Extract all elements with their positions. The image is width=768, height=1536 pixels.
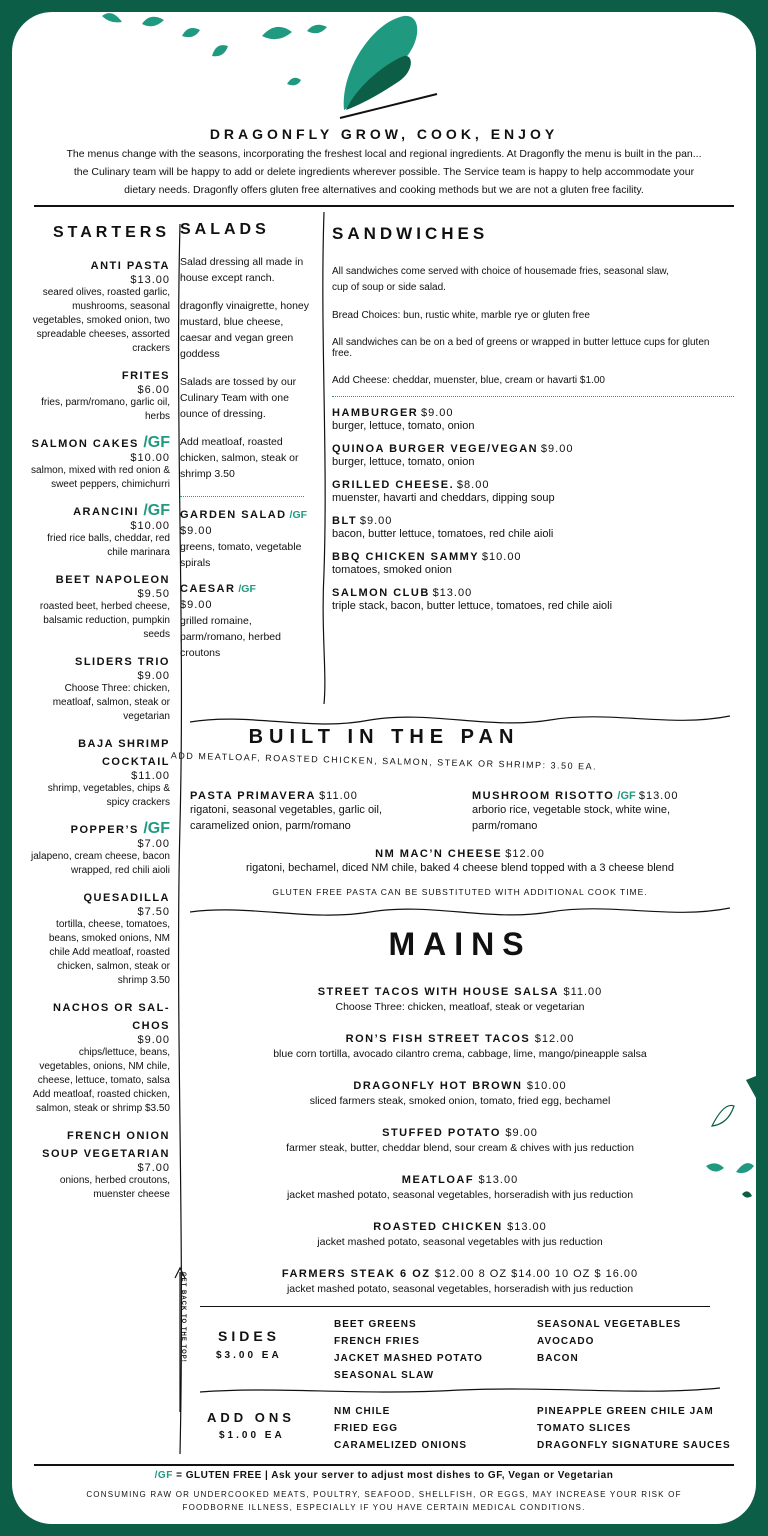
starter-desc: fries, parm/romano, garlic oil, herbs <box>41 397 170 422</box>
starter-name: ANTI PASTA <box>90 260 170 272</box>
sandwiches-heading: SANDWICHES <box>332 224 489 243</box>
sandwich-item <box>332 551 732 577</box>
starter-name: BAJA SHRIMP COCKTAIL <box>78 738 170 768</box>
sandwich-desc: tomatoes, smoked onion <box>332 564 452 576</box>
sandwich-name: GRILLED CHEESE. <box>332 479 455 491</box>
intro-line: The menus change with the seasons, incorporating the freshest local and regional ingredients. At Dragonfly the menu is built in the pan... <box>66 148 702 160</box>
starter-price: $9.00 <box>137 670 170 682</box>
gf-tag: /GF <box>143 434 170 451</box>
dragonfly-logo-icon <box>332 12 442 132</box>
main-name: FARMERS STEAK 6 OZ <box>281 1268 431 1280</box>
sandwiches-note: All sandwiches come served with choice of housemade fries, seasonal slaw, cup of soup or side salad. <box>332 266 669 293</box>
addons-price: $1.00 EA <box>219 1430 285 1441</box>
salad-item <box>180 581 310 661</box>
side-item: SEASONAL SLAW <box>334 1370 435 1381</box>
warning-line: FOODBORNE ILLNESS, ESPECIALLY IF YOU HAVE CERTAIN MEDICAL CONDITIONS. <box>182 1503 586 1512</box>
starter-desc: jalapeno, cream cheese, bacon wrapped, red chili aioli <box>31 851 170 876</box>
menu-title: DRAGONFLY GROW, COOK, ENJOY <box>209 126 559 142</box>
starter-price: $13.00 <box>130 274 170 286</box>
starters-heading: STARTERS <box>52 224 170 241</box>
divider <box>200 1306 710 1307</box>
sandwich-name: HAMBURGER <box>332 407 419 419</box>
pan-subheading: ADD MEATLOAF, ROASTED CHICKEN, SALMON, STEAK OR SHRIMP: 3.50 EA. <box>170 750 598 772</box>
sandwich-price: $9.00 <box>540 443 574 455</box>
starter-price: $7.00 <box>137 838 170 850</box>
main-item <box>190 1029 730 1061</box>
addon-item: CARAMELIZED ONIONS <box>334 1440 467 1451</box>
main-desc: jacket mashed potato, seasonal vegetables with jus reduction <box>317 1236 603 1248</box>
intro-text <box>12 145 756 199</box>
gf-tag: /GF <box>617 790 636 802</box>
sandwich-price: $9.00 <box>359 515 393 527</box>
menu-page <box>12 12 756 1524</box>
main-item <box>190 1217 730 1249</box>
starter-item <box>26 366 170 424</box>
starter-name: SALMON CAKES <box>31 438 139 450</box>
back-to-top-text[interactable]: GET BACK TO THE TOP! <box>180 1272 186 1363</box>
main-name: MEATLOAF <box>401 1174 475 1186</box>
starter-desc: tortilla, cheese, tomatoes, beans, smoked onions, NM chile Add meatloaf, roasted chicken, salmon, steak or shrimp 3.50 <box>48 919 170 986</box>
starter-name: QUESADILLA <box>83 892 170 904</box>
main-desc: Choose Three: chicken, meatloaf, steak or vegetarian <box>335 1001 585 1013</box>
side-item: SEASONAL VEGETABLES <box>537 1319 682 1330</box>
salad-desc: grilled romaine, parm/romano, herbed croutons <box>180 615 281 659</box>
warning-line: CONSUMING RAW OR UNDERCOOKED MEATS, POULTRY, SEAFOOD, SHELLFISH, OR EGGS, MAY INCREASE YOUR RISK OF <box>86 1490 682 1499</box>
main-name: DRAGONFLY HOT BROWN <box>353 1080 523 1092</box>
sandwiches-note: All sandwiches can be on a bed of greens or wrapped in butter lettuce cups for gluten free. <box>332 337 710 359</box>
sandwich-name: QUINOA BURGER VEGE/VEGAN <box>332 443 539 455</box>
gf-tag: /GF <box>143 502 170 519</box>
dotted-divider <box>332 396 734 397</box>
starter-desc: salmon, mixed with red onion & sweet peppers, chimichurri <box>31 465 170 490</box>
intro-line: dietary needs. Dragonfly offers gluten free alternatives and cooking methods but we are not a gluten free facility. <box>124 184 644 196</box>
starter-item <box>26 256 170 356</box>
starter-name: POPPER’S <box>70 824 139 836</box>
main-name: RON’S FISH STREET TACOS <box>345 1033 531 1045</box>
addon-item: FRIED EGG <box>334 1423 399 1434</box>
sandwich-item <box>332 407 732 433</box>
starter-desc: shrimp, vegetables, chips & spicy crackers <box>47 783 170 808</box>
main-price: $13.00 <box>507 1221 547 1233</box>
pan-item-name: NM MAC’N CHEESE <box>375 848 503 860</box>
starter-desc: seared olives, roasted garlic, mushrooms, seasonal vegetables, smoked onion, two spreadable cheeses, assorted crackers <box>32 287 170 354</box>
sandwich-desc: muenster, havarti and cheddars, dipping soup <box>332 492 555 504</box>
dotted-divider <box>180 496 304 497</box>
divider <box>34 205 734 207</box>
pan-note: GLUTEN FREE PASTA CAN BE SUBSTITUTED WITH ADDITIONAL COOK TIME. <box>272 887 648 897</box>
main-item <box>190 982 730 1014</box>
mains-heading: MAINS <box>388 926 532 962</box>
main-item <box>190 1076 730 1108</box>
mains-section <box>190 982 730 1311</box>
main-price: $12.00 8 OZ $14.00 10 OZ $ 16.00 <box>434 1268 639 1280</box>
wavy-divider <box>190 900 730 924</box>
starter-price: $10.00 <box>130 520 170 532</box>
back-to-top-link[interactable] <box>170 1262 190 1412</box>
starter-price: $9.50 <box>137 588 170 600</box>
starter-desc: onions, herbed croutons, muenster cheese <box>59 1175 170 1200</box>
main-name: ROASTED CHICKEN <box>373 1221 503 1233</box>
leaf-sprigs-decoration <box>92 12 352 96</box>
starter-desc: fried rice balls, cheddar, red chile marinara <box>47 533 170 558</box>
gf-tag: /GF <box>154 1470 173 1481</box>
starter-item <box>26 652 170 724</box>
pan-item <box>472 790 732 834</box>
sides-col2 <box>537 1316 681 1367</box>
starter-price: $11.00 <box>131 770 170 782</box>
addon-item: TOMATO SLICES <box>537 1423 632 1434</box>
starter-name: ARANCINI <box>73 506 139 518</box>
sandwich-price: $10.00 <box>481 551 522 563</box>
gf-legend-text: = GLUTEN FREE | Ask your server to adjust most dishes to GF, Vegan or Vegetarian <box>176 1470 614 1481</box>
sides-heading: SIDES <box>218 1328 281 1344</box>
gf-legend <box>12 1470 756 1481</box>
salads-note: Add meatloaf, roasted chicken, salmon, steak or shrimp 3.50 <box>180 436 299 480</box>
pan-item-price: $11.00 <box>319 790 358 802</box>
main-desc: jacket mashed potato, seasonal vegetables, horseradish with jus reduction <box>286 1283 634 1295</box>
wavy-divider <box>200 1382 720 1398</box>
pan-item-desc: rigatoni, bechamel, diced NM chile, baked 4 cheese blend topped with a 3 cheese blend <box>245 862 675 874</box>
pan-heading: BUILT IN THE PAN <box>248 726 520 748</box>
starters-section <box>26 224 170 1212</box>
main-price: $11.00 <box>563 986 603 998</box>
pan-item <box>190 790 450 834</box>
sandwich-name: SALMON CLUB <box>332 587 430 599</box>
main-price: $13.00 <box>478 1174 519 1186</box>
pan-item <box>190 848 730 874</box>
sandwiches-section <box>332 224 732 623</box>
starter-name: FRITES <box>121 370 170 382</box>
divider <box>34 1464 734 1466</box>
main-price: $10.00 <box>526 1080 567 1092</box>
main-desc: jacket mashed potato, seasonal vegetables, horseradish with jus reduction <box>286 1189 634 1201</box>
gf-tag: /GF <box>143 820 170 837</box>
main-name: STREET TACOS WITH HOUSE SALSA <box>317 986 560 998</box>
pan-item-name: MUSHROOM RISOTTO <box>472 790 615 802</box>
starter-item <box>26 570 170 642</box>
starter-price: $7.50 <box>137 906 170 918</box>
sandwich-name: BBQ CHICKEN SAMMY <box>332 551 480 563</box>
salads-section <box>180 222 310 661</box>
sandwich-item <box>332 587 732 613</box>
main-name: STUFFED POTATO <box>382 1127 501 1139</box>
sandwich-desc: burger, lettuce, tomato, onion <box>332 420 475 432</box>
addons-col1 <box>334 1403 467 1454</box>
starter-item <box>26 888 170 988</box>
side-item: JACKET MASHED POTATO <box>334 1353 483 1364</box>
side-item: AVOCADO <box>537 1336 595 1347</box>
health-warning <box>12 1488 756 1514</box>
starter-item <box>26 998 170 1116</box>
sandwich-desc: triple stack, bacon, butter lettuce, tomatoes, red chile aioli <box>332 600 613 612</box>
starter-item <box>26 434 170 492</box>
sandwich-desc: bacon, butter lettuce, tomatoes, red chile aioli <box>332 528 554 540</box>
side-item: FRENCH FRIES <box>334 1336 420 1347</box>
starter-price: $9.00 <box>137 1034 170 1046</box>
pan-item-name: PASTA PRIMAVERA <box>190 790 316 802</box>
addon-item: NM CHILE <box>334 1406 391 1417</box>
salad-name: CAESAR <box>180 583 236 595</box>
sandwich-item <box>332 443 732 469</box>
main-desc: farmer steak, butter, cheddar blend, sour cream & chives with jus reduction <box>286 1142 634 1154</box>
starter-item <box>26 502 170 560</box>
starter-item <box>26 820 170 878</box>
sides-price: $3.00 EA <box>216 1350 282 1361</box>
addons-heading: ADD ONS <box>207 1410 295 1425</box>
main-price: $12.00 <box>534 1033 575 1045</box>
sandwich-price: $9.00 <box>421 407 454 419</box>
leaf-sprigs-decoration <box>692 1076 756 1206</box>
main-price: $9.00 <box>505 1127 538 1139</box>
starter-price: $6.00 <box>137 384 170 396</box>
main-item <box>190 1123 730 1155</box>
sandwiches-note: Add Cheese: cheddar, muenster, blue, cream or havarti $1.00 <box>332 375 605 386</box>
sandwich-desc: burger, lettuce, tomato, onion <box>332 456 475 468</box>
starter-desc: chips/lettuce, beans, vegetables, onions, NM chile, cheese, lettuce, tomato, salsa Add meatloaf, roasted chicken, salmon, steak or shrimp $3.50 <box>32 1047 170 1114</box>
main-item <box>190 1264 730 1296</box>
side-item: BEET GREENS <box>334 1319 417 1330</box>
sides-col1 <box>334 1316 483 1384</box>
sandwich-name: BLT <box>332 515 358 527</box>
pan-item-price: $12.00 <box>505 848 545 860</box>
intro-line: the Culinary team will be happy to add or delete ingredients wherever possible. The Service team is happy to help accommodate your <box>73 166 695 178</box>
addon-item: PINEAPPLE GREEN CHILE JAM <box>537 1406 714 1417</box>
side-item: BACON <box>537 1353 579 1364</box>
main-desc: blue corn tortilla, avocado cilantro crema, cabbage, lime, mango/pineapple salsa <box>273 1048 647 1060</box>
starter-desc: roasted beet, herbed cheese, balsamic reduction, pumpkin seeds <box>39 601 170 640</box>
pan-item-desc: arborio rice, vegetable stock, white wine, parm/romano <box>472 804 671 832</box>
sandwich-price: $8.00 <box>456 479 490 491</box>
salads-heading: SALADS <box>180 221 270 238</box>
salad-item <box>180 507 310 571</box>
sandwich-price: $13.00 <box>432 587 473 599</box>
salad-price: $9.00 <box>180 525 213 537</box>
pan-item-price: $13.00 <box>638 790 679 802</box>
starter-name: BEET NAPOLEON <box>55 574 170 586</box>
starter-desc: Choose Three: chicken, meatloaf, salmon, steak or vegetarian <box>52 683 170 722</box>
salad-name: GARDEN SALAD <box>180 509 287 521</box>
addons-col2 <box>537 1403 731 1454</box>
gf-tag: /GF <box>238 583 256 595</box>
starter-price: $10.00 <box>130 452 170 464</box>
sandwiches-note: Bread Choices: bun, rustic white, marble rye or gluten free <box>332 310 590 321</box>
starter-name: SLIDERS TRIO <box>74 656 170 668</box>
sandwich-item <box>332 515 732 541</box>
starter-price: $7.00 <box>137 1162 170 1174</box>
salad-desc: greens, tomato, vegetable spirals <box>180 541 302 569</box>
gf-tag: /GF <box>289 509 308 521</box>
sandwich-item <box>332 479 732 505</box>
salads-note: dragonfly vinaigrette, honey mustard, blue cheese, caesar and vegan green goddess <box>180 300 309 360</box>
salad-price: $9.00 <box>180 599 213 611</box>
starter-name: FRENCH ONION SOUP VEGETARIAN <box>42 1130 170 1160</box>
starter-name: NACHOS OR SAL-CHOS <box>53 1002 170 1032</box>
pan-item-desc: rigatoni, seasonal vegetables, garlic oil, caramelized onion, parm/romano <box>190 804 383 832</box>
starter-item <box>26 1126 170 1202</box>
main-item <box>190 1170 730 1202</box>
main-desc: sliced farmers steak, smoked onion, tomato, fried egg, bechamel <box>309 1095 611 1107</box>
salads-note: Salads are tossed by our Culinary Team with one ounce of dressing. <box>180 376 297 420</box>
salads-note: Salad dressing all made in house except ranch. <box>180 256 304 284</box>
addon-item: DRAGONFLY SIGNATURE SAUCES <box>537 1440 731 1451</box>
salads-divider <box>317 212 331 717</box>
